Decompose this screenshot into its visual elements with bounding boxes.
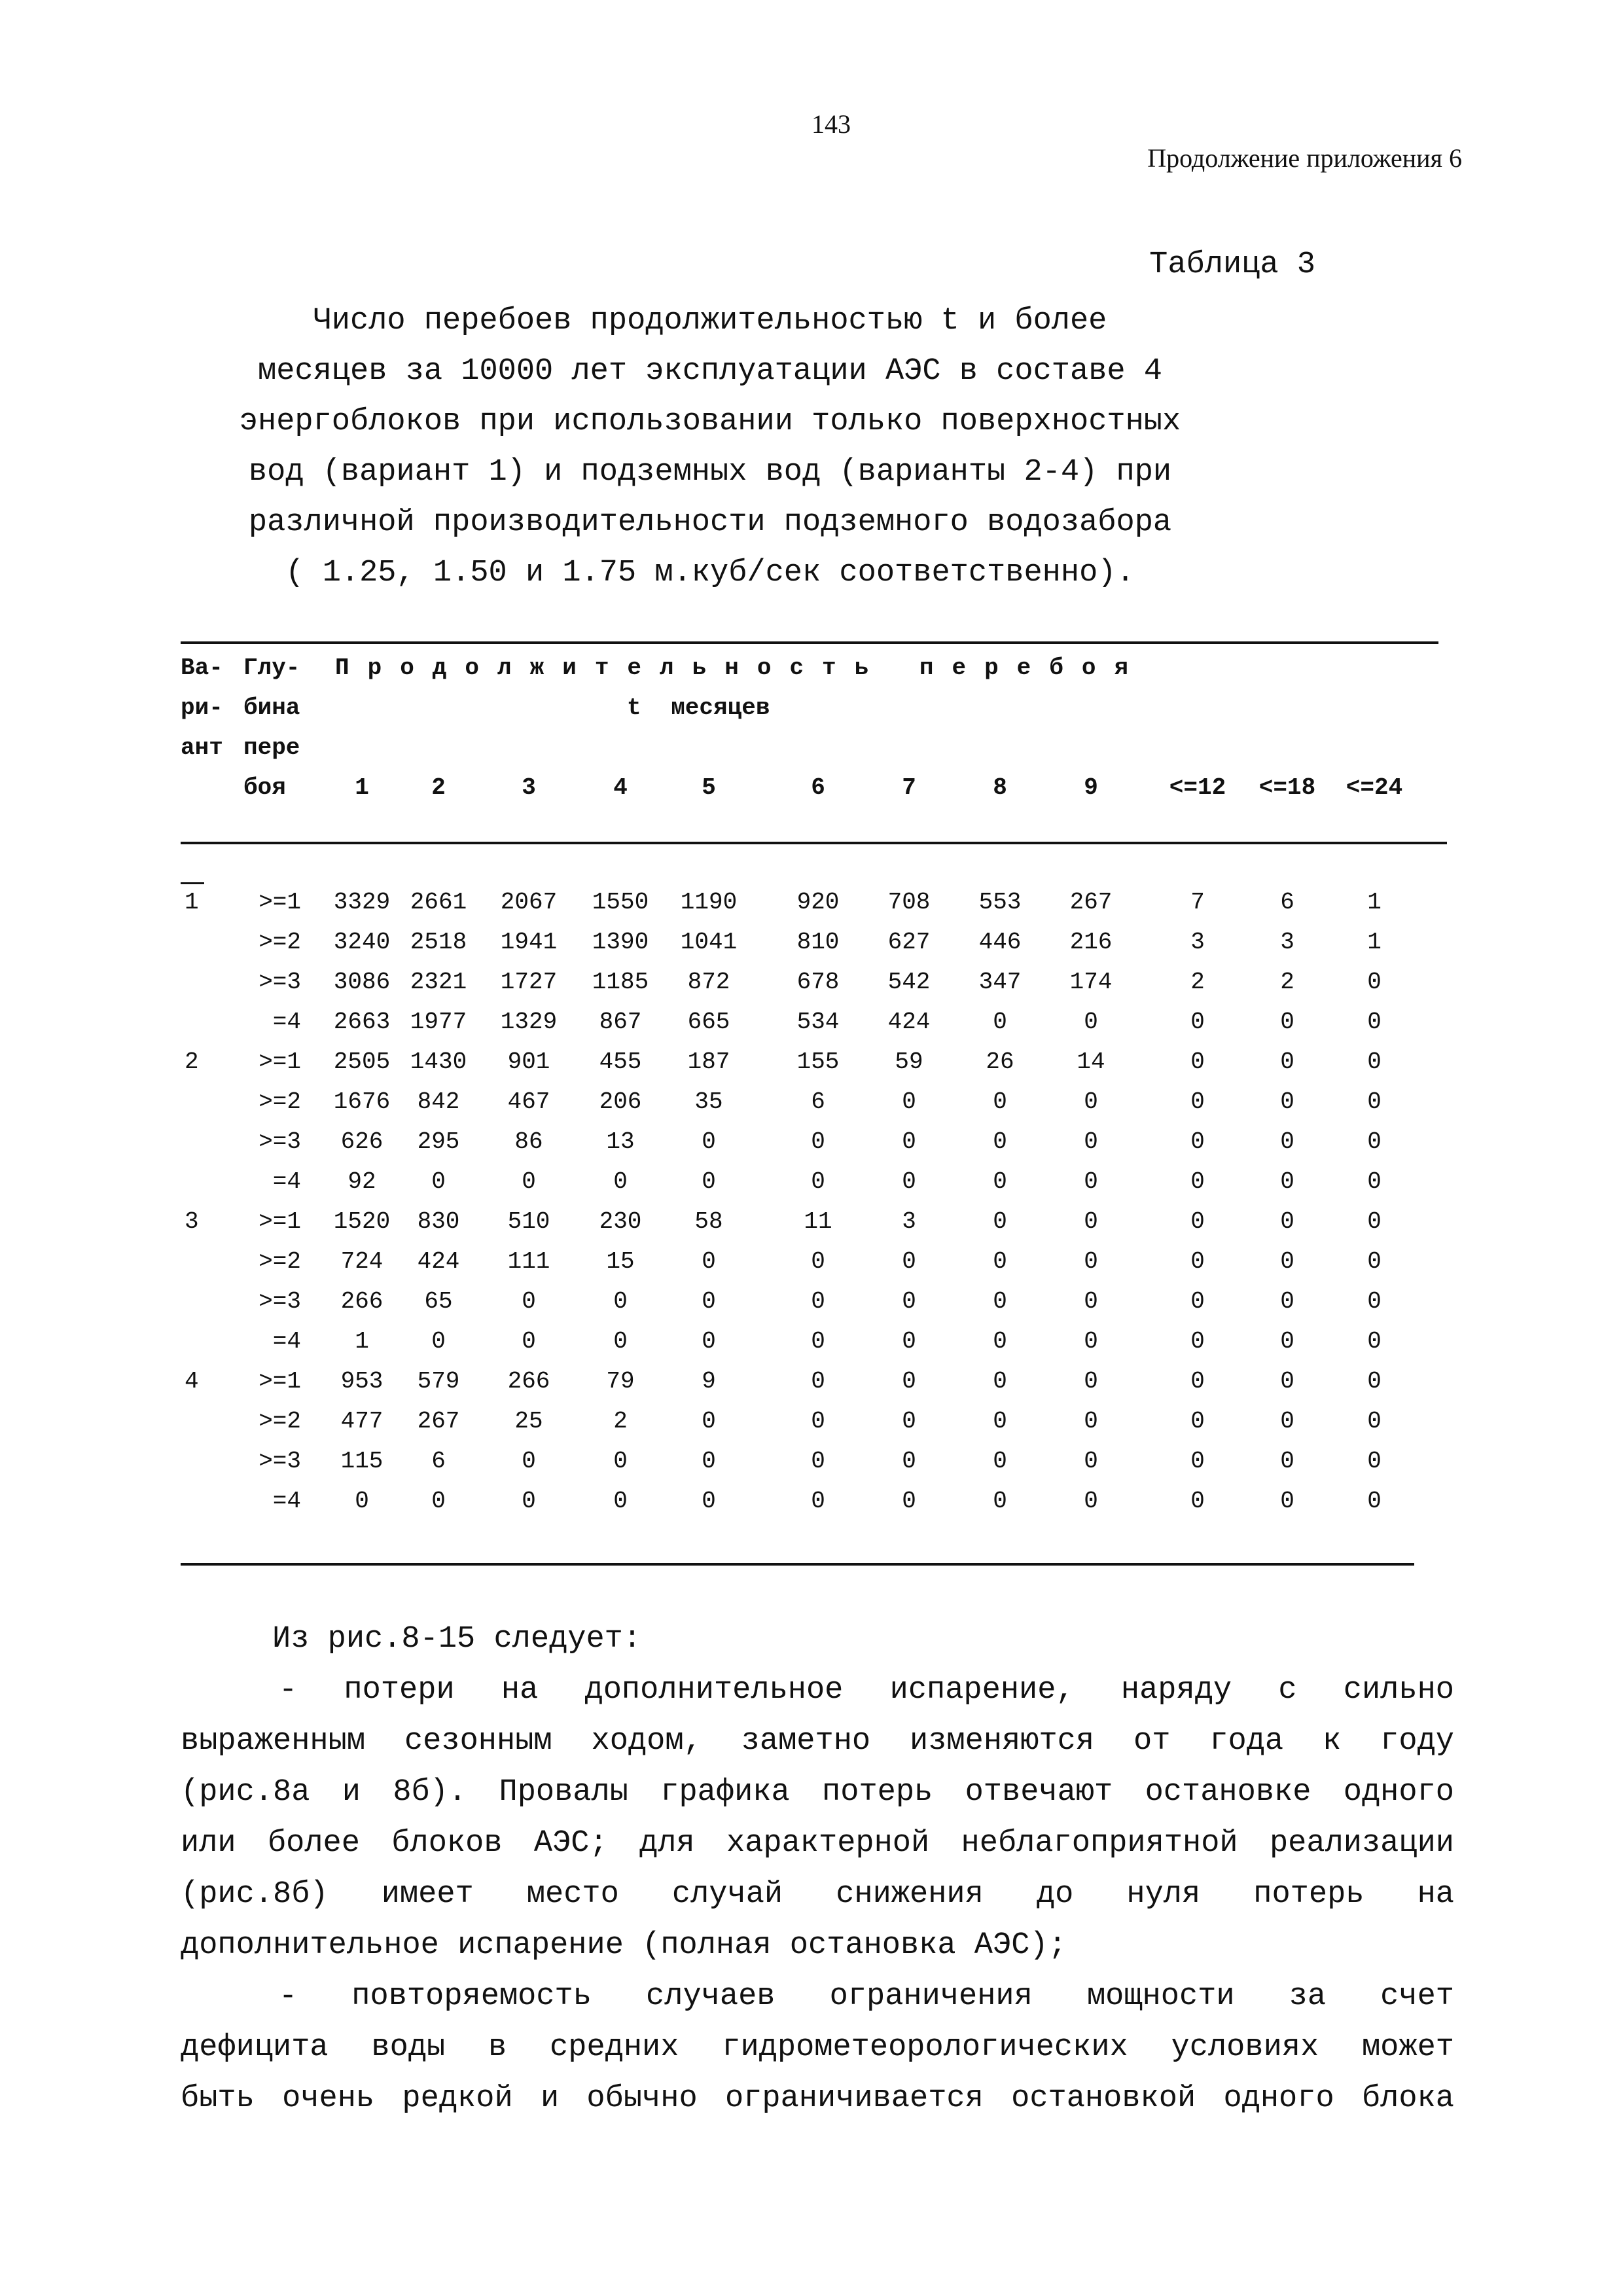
table-cell: 455 [599,1049,642,1075]
table-cell: 0 [993,1408,1007,1435]
variant-cell: 4 [185,1368,199,1395]
table-cell: 0 [702,1488,716,1515]
table-cell: 0 [902,1328,916,1355]
table-cell: 0 [902,1168,916,1195]
table-cell: 0 [1280,1368,1294,1395]
table-top-rule [181,641,1438,644]
table-cell: 0 [1084,1168,1098,1195]
table-cell: 0 [811,1328,825,1355]
table-cell: 0 [902,1128,916,1155]
caption-line: Число перебоев продолжительностью t и более [313,304,1107,338]
table-cell: 14 [1077,1049,1105,1075]
table-cell: 0 [1084,1208,1098,1235]
table-cell: 0 [1367,1168,1382,1195]
table-cell: 0 [993,1328,1007,1355]
table-cell: 1185 [592,969,649,996]
body-intro: Из рис.8-15 следует: [272,1622,642,1657]
table-cell: 0 [1190,1328,1205,1355]
table-tick-mark [181,882,204,884]
table-cell: 0 [811,1288,825,1315]
table-cell: 0 [613,1288,628,1315]
table-cell: 295 [417,1128,460,1155]
depth-cell: >=2 [259,1088,301,1115]
caption-line: месяцев за 10000 лет эксплуатации АЭС в составе 4 [257,354,1163,389]
table-cell: 0 [702,1408,716,1435]
table-cell: 0 [1084,1288,1098,1315]
body-line: дополнительное испарение (полная остановка АЭС); [181,1928,1067,1963]
depth-cell: >=1 [259,889,301,916]
table-cell: 0 [902,1248,916,1275]
table-cell: 0 [902,1368,916,1395]
table-cell: 0 [1280,1009,1294,1035]
table-cell: 0 [1280,1488,1294,1515]
table-cell: 0 [993,1368,1007,1395]
table-cell: 0 [702,1448,716,1475]
header-depth-line: боя [243,774,286,801]
table-cell: 0 [1190,1009,1205,1035]
table-cell: 467 [507,1088,550,1115]
table-cell: 1329 [500,1009,558,1035]
column-header: <=12 [1169,774,1226,801]
depth-cell: >=2 [259,1248,301,1275]
column-header: <=24 [1346,774,1403,801]
table-cell: 0 [355,1488,369,1515]
header-duration-subtitle: t месяцев [627,694,770,721]
table-cell: 3 [902,1208,916,1235]
variant-cell: 1 [185,889,199,916]
table-cell: 830 [417,1208,460,1235]
table-cell: 0 [522,1488,536,1515]
depth-cell: >=3 [259,1288,301,1315]
table-cell: 35 [694,1088,723,1115]
table-cell: 15 [606,1248,635,1275]
column-header: 1 [355,774,369,801]
table-cell: 26 [986,1049,1014,1075]
body-line: (рис.8б) имеет место случай снижения до нуля потерь на [181,1877,1454,1912]
table-cell: 2505 [333,1049,391,1075]
header-variant-line: ри- [181,694,223,721]
table-cell: 0 [1084,1328,1098,1355]
table-cell: 0 [993,1288,1007,1315]
table-cell: 0 [522,1168,536,1195]
table-cell: 7 [1190,889,1205,916]
table-cell: 920 [796,889,840,916]
table-cell: 0 [902,1288,916,1315]
table-cell: 0 [1190,1248,1205,1275]
body-line: - потери на дополнительное испарение, наряду с сильно [279,1673,1454,1708]
table-cell: 0 [993,1009,1007,1035]
table-cell: 867 [599,1009,642,1035]
depth-cell: =4 [272,1488,301,1515]
table-cell: 13 [606,1128,635,1155]
header-duration-title: Продолжительность перебоя [335,655,1147,681]
table-cell: 0 [1084,1248,1098,1275]
table-cell: 477 [340,1408,383,1435]
table-cell: 3329 [333,889,391,916]
table-cell: 0 [1367,1288,1382,1315]
table-cell: 0 [1367,969,1382,996]
table-cell: 0 [613,1448,628,1475]
table-cell: 1727 [500,969,558,996]
table-cell: 0 [811,1448,825,1475]
column-header: 2 [431,774,446,801]
table-cell: 0 [1367,1328,1382,1355]
table-cell: 230 [599,1208,642,1235]
depth-cell: >=1 [259,1049,301,1075]
table-cell: 0 [993,1128,1007,1155]
table-bottom-rule [181,1563,1414,1566]
caption-line: ( 1.25, 1.50 и 1.75 м.куб/сек соответственно). [285,556,1135,590]
table-cell: 0 [1280,1328,1294,1355]
table-cell: 0 [1190,1288,1205,1315]
table-cell: 0 [1084,1368,1098,1395]
table-cell: 1520 [333,1208,391,1235]
column-header: 9 [1084,774,1098,801]
header-depth-line: пере [243,734,300,761]
depth-cell: >=3 [259,969,301,996]
depth-cell: >=1 [259,1368,301,1395]
caption-line: энергоблоков при использовании только поверхностных [239,404,1181,439]
table-cell: 0 [702,1328,716,1355]
table-cell: 3240 [333,929,391,956]
depth-cell: =4 [272,1328,301,1355]
table-cell: 1430 [410,1049,467,1075]
table-cell: 267 [1069,889,1113,916]
table-cell: 0 [1280,1128,1294,1155]
table-cell: 626 [340,1128,383,1155]
table-cell: 0 [993,1488,1007,1515]
table-cell: 0 [902,1488,916,1515]
depth-cell: =4 [272,1009,301,1035]
table-cell: 0 [1280,1208,1294,1235]
depth-cell: >=2 [259,929,301,956]
table-cell: 59 [895,1049,923,1075]
table-cell: 0 [1084,1488,1098,1515]
caption-line: вод (вариант 1) и подземных вод (варианты 2-4) при [248,455,1172,490]
column-header: 3 [522,774,536,801]
table-cell: 2 [1190,969,1205,996]
table-cell: 0 [993,1088,1007,1115]
table-cell: 953 [340,1368,383,1395]
table-cell: 0 [431,1328,446,1355]
table-cell: 0 [1190,1368,1205,1395]
table-cell: 0 [1084,1408,1098,1435]
table-cell: 111 [507,1248,550,1275]
page-number: 143 [812,109,851,139]
table-cell: 0 [702,1128,716,1155]
column-header: 4 [613,774,628,801]
column-header: 5 [702,774,716,801]
table-cell: 0 [1084,1009,1098,1035]
table-cell: 0 [431,1488,446,1515]
table-cell: 0 [1280,1448,1294,1475]
depth-cell: >=2 [259,1408,301,1435]
body-text [181,1614,1454,2125]
table-cell: 1190 [680,889,738,916]
table-cell: 0 [702,1168,716,1195]
table-cell: 3086 [333,969,391,996]
header-variant-line: Ва- [181,655,223,681]
table-cell: 0 [1367,1488,1382,1515]
table-cell: 25 [514,1408,543,1435]
table-cell: 553 [978,889,1022,916]
table-cell: 0 [811,1248,825,1275]
table-cell: 0 [902,1088,916,1115]
variant-cell: 2 [185,1049,199,1075]
table-cell: 0 [1367,1049,1382,1075]
table-cell: 0 [613,1488,628,1515]
table-cell: 1977 [410,1009,467,1035]
table-cell: 0 [811,1168,825,1195]
table-cell: 872 [687,969,730,996]
table-cell: 1941 [500,929,558,956]
table-cell: 0 [902,1448,916,1475]
table-cell: 0 [811,1128,825,1155]
table-cell: 0 [1190,1168,1205,1195]
depth-cell: >=1 [259,1208,301,1235]
table-cell: 0 [1280,1168,1294,1195]
table-cell: 216 [1069,929,1113,956]
column-header: 6 [811,774,825,801]
table-cell: 0 [811,1488,825,1515]
body-line: дефицита воды в средних гидрометеорологических условиях может [181,2030,1454,2065]
table-cell: 0 [522,1328,536,1355]
table-cell: 0 [993,1168,1007,1195]
table-cell: 3 [1280,929,1294,956]
table-cell: 79 [606,1368,635,1395]
table-cell: 6 [811,1088,825,1115]
body-line: или более блоков АЭС; для характерной неблагоприятной реализации [181,1826,1454,1861]
table-cell: 0 [1280,1049,1294,1075]
header-depth-line: бина [243,694,300,721]
depth-cell: >=3 [259,1448,301,1475]
table-cell: 1390 [592,929,649,956]
table-cell: 174 [1069,969,1113,996]
table-cell: 579 [417,1368,460,1395]
table-cell: 0 [1280,1408,1294,1435]
running-header: Продолжение приложения 6 [1147,143,1462,173]
table-cell: 0 [1190,1488,1205,1515]
table-cell: 267 [417,1408,460,1435]
table-cell: 424 [887,1009,931,1035]
table-cell: 347 [978,969,1022,996]
table-cell: 0 [993,1208,1007,1235]
depth-cell: >=3 [259,1128,301,1155]
table-header-rule [181,842,1447,844]
table-cell: 0 [1084,1128,1098,1155]
table-cell: 65 [424,1288,453,1315]
table-cell: 187 [687,1049,730,1075]
table-cell: 0 [1280,1248,1294,1275]
table-cell: 0 [1280,1288,1294,1315]
table-cell: 6 [1280,889,1294,916]
body-line: быть очень редкой и обычно ограничивается остановкой одного блока [181,2081,1454,2116]
table-cell: 424 [417,1248,460,1275]
table-cell: 1041 [680,929,738,956]
table-cell: 2067 [500,889,558,916]
table-label: Таблица 3 [1149,247,1315,282]
table-cell: 86 [514,1128,543,1155]
table-cell: 0 [1084,1088,1098,1115]
table-cell: 2518 [410,929,467,956]
table-cell: 1 [1367,929,1382,956]
table-cell: 0 [993,1248,1007,1275]
table-cell: 0 [1084,1448,1098,1475]
table-cell: 542 [887,969,931,996]
table-cell: 3 [1190,929,1205,956]
table-cell: 0 [613,1328,628,1355]
table-caption [151,296,1270,598]
table-cell: 842 [417,1088,460,1115]
table-cell: 0 [993,1448,1007,1475]
table-cell: 0 [1190,1208,1205,1235]
table-cell: 708 [887,889,931,916]
table-cell: 0 [1190,1128,1205,1155]
table-cell: 0 [811,1368,825,1395]
table-cell: 665 [687,1009,730,1035]
table-cell: 0 [1367,1248,1382,1275]
table-cell: 1676 [333,1088,391,1115]
table-cell: 1 [355,1328,369,1355]
table-cell: 206 [599,1088,642,1115]
caption-line: различной производительности подземного водозабора [248,505,1172,540]
table-cell: 2 [613,1408,628,1435]
header-variant-line: ант [181,734,223,761]
table-cell: 266 [340,1288,383,1315]
table-cell: 810 [796,929,840,956]
table-cell: 0 [702,1248,716,1275]
column-header: 7 [902,774,916,801]
table-cell: 0 [613,1168,628,1195]
table-cell: 58 [694,1208,723,1235]
table-cell: 0 [1190,1049,1205,1075]
body-line: (рис.8а и 8б). Провалы графика потерь отвечают остановке одного [181,1775,1454,1810]
table-cell: 0 [431,1168,446,1195]
table-cell: 6 [431,1448,446,1475]
table-cell: 0 [1190,1088,1205,1115]
table-cell: 0 [522,1448,536,1475]
table-cell: 0 [902,1408,916,1435]
table-cell: 9 [702,1368,716,1395]
table-cell: 446 [978,929,1022,956]
table-cell: 901 [507,1049,550,1075]
depth-cell: =4 [272,1168,301,1195]
table-cell: 266 [507,1368,550,1395]
table-cell: 1 [1367,889,1382,916]
table-cell: 0 [1367,1088,1382,1115]
table-cell: 0 [1367,1368,1382,1395]
body-line: выраженным сезонным ходом, заметно изменяются от года к году [181,1724,1454,1759]
table-cell: 0 [1367,1128,1382,1155]
table-cell: 724 [340,1248,383,1275]
table-cell: 510 [507,1208,550,1235]
table-cell: 0 [702,1288,716,1315]
table-cell: 534 [796,1009,840,1035]
table-cell: 2321 [410,969,467,996]
table-cell: 0 [1367,1448,1382,1475]
table-cell: 627 [887,929,931,956]
table-cell: 2663 [333,1009,391,1035]
table-cell: 2661 [410,889,467,916]
table-cell: 678 [796,969,840,996]
table-cell: 0 [1280,1088,1294,1115]
table-cell: 2 [1280,969,1294,996]
table-cell: 0 [1367,1408,1382,1435]
table-cell: 0 [811,1408,825,1435]
table-cell: 115 [340,1448,383,1475]
variant-cell: 3 [185,1208,199,1235]
table-cell: 0 [1367,1208,1382,1235]
body-line: - повторяемость случаев ограничения мощности за счет [279,1979,1454,2014]
table-cell: 0 [1190,1408,1205,1435]
table-cell: 155 [796,1049,840,1075]
column-header: 8 [993,774,1007,801]
column-header: <=18 [1258,774,1316,801]
table-cell: 0 [1367,1009,1382,1035]
table-cell: 0 [522,1288,536,1315]
table-cell: 92 [348,1168,376,1195]
table-cell: 0 [1190,1448,1205,1475]
header-depth-line: Глу- [243,655,300,681]
table-cell: 11 [804,1208,832,1235]
table-cell: 1550 [592,889,649,916]
